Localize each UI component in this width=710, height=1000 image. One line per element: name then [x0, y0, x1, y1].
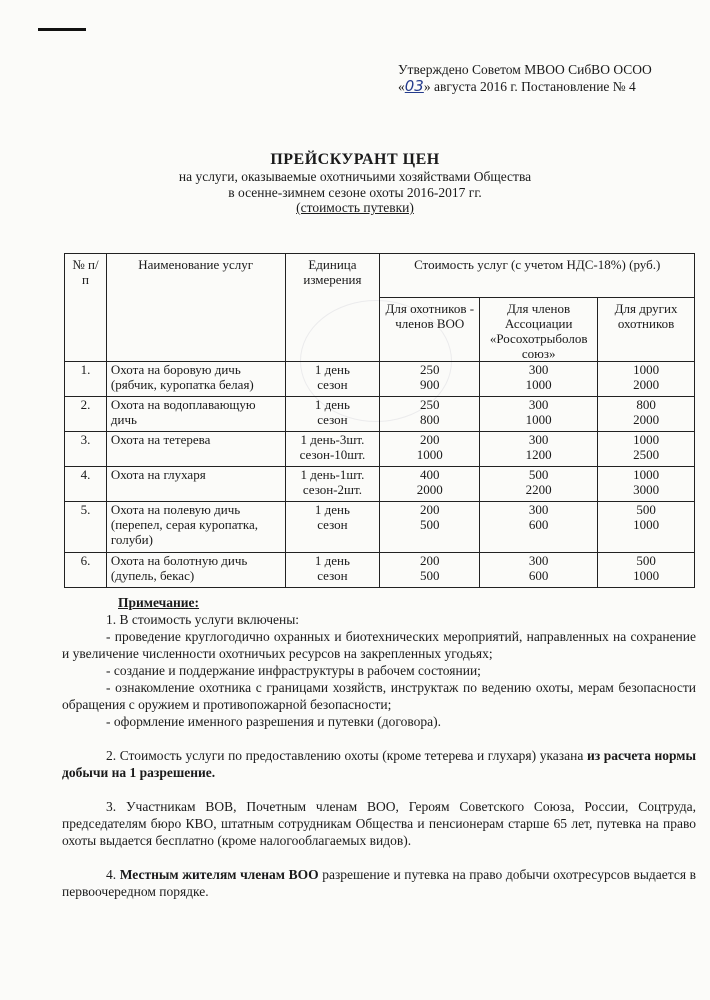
cell-unit-line: 1 день-3шт. [300, 432, 365, 447]
cell-other-line: 1000 [633, 432, 660, 447]
cell-assoc-line: 300 [528, 362, 549, 377]
cell-unit [285, 467, 380, 502]
cell-name-line: Охота на боровую дичь (рябчик, куропатка белая) [110, 362, 254, 392]
cell-voo-line: 2000 [416, 482, 443, 497]
notes-section [62, 594, 696, 900]
cell-assoc [480, 397, 598, 432]
cell-assoc-line: 600 [528, 568, 549, 583]
table-row [65, 432, 695, 467]
cell-assoc [480, 467, 598, 502]
cell-name [106, 553, 285, 588]
cell-name-line: Охота на полевую дичь (перепел, серая куропатка, голуби) [110, 502, 258, 547]
cell-name-line: Охота на глухаря [110, 467, 206, 482]
cell-voo-line: 250 [420, 362, 440, 377]
quote-close: » [423, 79, 431, 94]
cell-other-line: 1000 [633, 467, 660, 482]
handwritten-day: 03 [404, 77, 424, 95]
cell-num-line: 3. [80, 432, 91, 447]
cell-voo-line: 250 [420, 397, 440, 412]
cell-num [65, 397, 107, 432]
header-cost: Стоимость услуг (с учетом НДС-18%) (руб.) [380, 254, 695, 298]
cell-unit [285, 397, 380, 432]
cell-unit-line: 1 день [314, 362, 350, 377]
price-table [64, 253, 695, 588]
cell-other [598, 502, 695, 553]
cell-voo [380, 502, 480, 553]
note-4-text: разрешение и путевка на право добычи охотресурсов выдается в первоочередном порядке. [62, 867, 697, 899]
cell-voo-line: 400 [420, 467, 440, 482]
cell-unit-line: сезон [317, 517, 348, 532]
cell-assoc-line: 1000 [525, 412, 552, 427]
cell-name-line: Охота на болотную дичь (дупель, бекас) [110, 553, 248, 583]
cell-other [598, 362, 695, 397]
subtitle-line-2: в осенне-зимнем сезоне охоты 2016-2017 гг. [228, 184, 482, 200]
cell-unit-line: сезон [317, 377, 348, 392]
cell-assoc [480, 502, 598, 553]
cell-unit [285, 502, 380, 553]
note-3: 3. Участникам ВОВ, Почетным членам ВОО, Героям Советского Союза, России, Соцтруда, председателям бюро КВО, штатным сотрудникам Общества и пенсионерам старше 65 лет, путевка на право охоты выдается бесплатно (кроме налогооблагаемых видов). [62, 799, 696, 848]
cell-voo [380, 467, 480, 502]
top-dash-mark [38, 28, 86, 31]
cell-num [65, 553, 107, 588]
notes-heading: Примечание: [118, 595, 200, 610]
cell-assoc [480, 362, 598, 397]
header-unit: Единица измерения [285, 254, 380, 362]
cell-other-line: 800 [636, 397, 656, 412]
cell-other [598, 432, 695, 467]
table-row [65, 502, 695, 553]
note-1-bullet-2: - создание и поддержание инфраструктуры в рабочем состоянии; [106, 663, 481, 678]
header-num: № п/п [65, 254, 107, 362]
cell-name [106, 397, 285, 432]
cell-num [65, 467, 107, 502]
cell-voo-line: 800 [420, 412, 440, 427]
cell-name-line: Охота на водоплавающую дичь [110, 397, 256, 427]
cell-unit-line: сезон-10шт. [299, 447, 366, 462]
cell-voo-line: 200 [420, 432, 440, 447]
cell-voo-line: 200 [420, 502, 440, 517]
quote-open: « [398, 79, 405, 94]
header-col-voo: Для охотников - членов ВОО [380, 298, 480, 362]
table-row [65, 553, 695, 588]
note-2 [62, 747, 696, 781]
cell-voo-line: 500 [420, 517, 440, 532]
cell-name-line: Охота на тетерева [110, 432, 211, 447]
cell-assoc-line: 300 [528, 502, 549, 517]
cell-name [106, 502, 285, 553]
cell-assoc-line: 1200 [525, 447, 552, 462]
note-4-prefix: 4. [106, 867, 120, 882]
note-1-bullet-3: - ознакомление охотника с границами хозяйств, инструктаж по ведению охоты, мерам безопасности обращения с оружием и противопожарной безопасности; [62, 680, 696, 712]
note-1: 1. В стоимость услуги включены: [106, 612, 300, 627]
approval-block [398, 61, 652, 95]
note-1-bullet-1: - проведение круглогодично охранных и биотехнических мероприятий, направленных на сохранение и увеличение численности охотничьих ресурсов на закрепленных угодьях; [62, 629, 696, 661]
cell-other-line: 500 [636, 553, 656, 568]
cell-num-line: 6. [80, 553, 91, 568]
cell-other-line: 1000 [633, 568, 660, 583]
cell-other-line: 1000 [633, 517, 660, 532]
cell-voo-line: 900 [420, 377, 440, 392]
cell-unit [285, 432, 380, 467]
cell-assoc [480, 553, 598, 588]
header-col-other: Для других охотников [598, 298, 695, 362]
cell-unit [285, 553, 380, 588]
cell-num-line: 4. [80, 467, 91, 482]
cell-other-line: 1000 [633, 362, 660, 377]
table-row [65, 397, 695, 432]
cell-assoc-line: 300 [528, 397, 549, 412]
cell-name [106, 362, 285, 397]
note-4 [62, 866, 696, 900]
cell-unit-line: 1 день [314, 553, 350, 568]
cell-other-line: 3000 [633, 482, 660, 497]
cell-voo [380, 362, 480, 397]
document-subtitle [0, 169, 710, 216]
cell-assoc-line: 300 [528, 553, 549, 568]
note-1-bullet-4: - оформление именного разрешения и путевки (договора). [106, 714, 441, 729]
cell-unit-line: 1 день [314, 397, 350, 412]
subtitle-line-1: на услуги, оказываемые охотничьими хозяйствами Общества [178, 169, 532, 184]
cell-unit-line: сезон [317, 412, 348, 427]
cell-voo-line: 200 [420, 553, 440, 568]
approval-line-1: Утверждено Советом МВОО СибВО ОСОО [398, 62, 652, 77]
header-name: Наименование услуг [106, 254, 285, 362]
cell-unit-line: 1 день [314, 502, 350, 517]
cell-other [598, 553, 695, 588]
cell-unit [285, 362, 380, 397]
cell-num [65, 502, 107, 553]
cell-assoc-line: 1000 [525, 377, 552, 392]
cell-assoc-line: 600 [528, 517, 549, 532]
cell-other-line: 2500 [633, 447, 660, 462]
cell-unit-line: сезон [317, 568, 348, 583]
cell-assoc-line: 2200 [525, 482, 552, 497]
cell-voo [380, 397, 480, 432]
cell-num [65, 432, 107, 467]
cell-num-line: 5. [80, 502, 91, 517]
cell-num-line: 1. [80, 362, 91, 377]
note-2-bold: из расчета нормы добычи на 1 разрешение. [62, 748, 697, 780]
cell-other-line: 500 [636, 502, 656, 517]
cell-other [598, 467, 695, 502]
cell-num [65, 362, 107, 397]
cell-voo-line: 1000 [416, 447, 443, 462]
cell-assoc-line: 500 [528, 467, 549, 482]
note-2-text: 2. Стоимость услуги по предоставлению охоты (кроме тетерева и глухаря) указана [106, 748, 587, 763]
cell-name [106, 432, 285, 467]
cell-other [598, 397, 695, 432]
cell-name [106, 467, 285, 502]
table-row [65, 362, 695, 397]
cell-voo [380, 432, 480, 467]
approval-date-rest: августа 2016 г. Постановление № 4 [430, 79, 636, 94]
cell-voo-line: 500 [420, 568, 440, 583]
table-row [65, 467, 695, 502]
cell-other-line: 2000 [633, 412, 660, 427]
cell-voo [380, 553, 480, 588]
document-title: ПРЕЙСКУРАНТ ЦЕН [270, 151, 440, 168]
note-4-bold: Местным жителям членам ВОО [119, 867, 319, 882]
cell-assoc [480, 432, 598, 467]
cell-other-line: 2000 [633, 377, 660, 392]
header-col-assoc: Для членов Ассоциации «Росохотрыболов союз» [480, 298, 598, 362]
subtitle-line-3: (стоимость путевки) [296, 200, 414, 215]
cell-num-line: 2. [80, 397, 91, 412]
cell-assoc-line: 300 [528, 432, 549, 447]
approval-line-2 [398, 78, 652, 95]
cell-unit-line: 1 день-1шт. [300, 467, 365, 482]
cell-unit-line: сезон-2шт. [302, 482, 363, 497]
